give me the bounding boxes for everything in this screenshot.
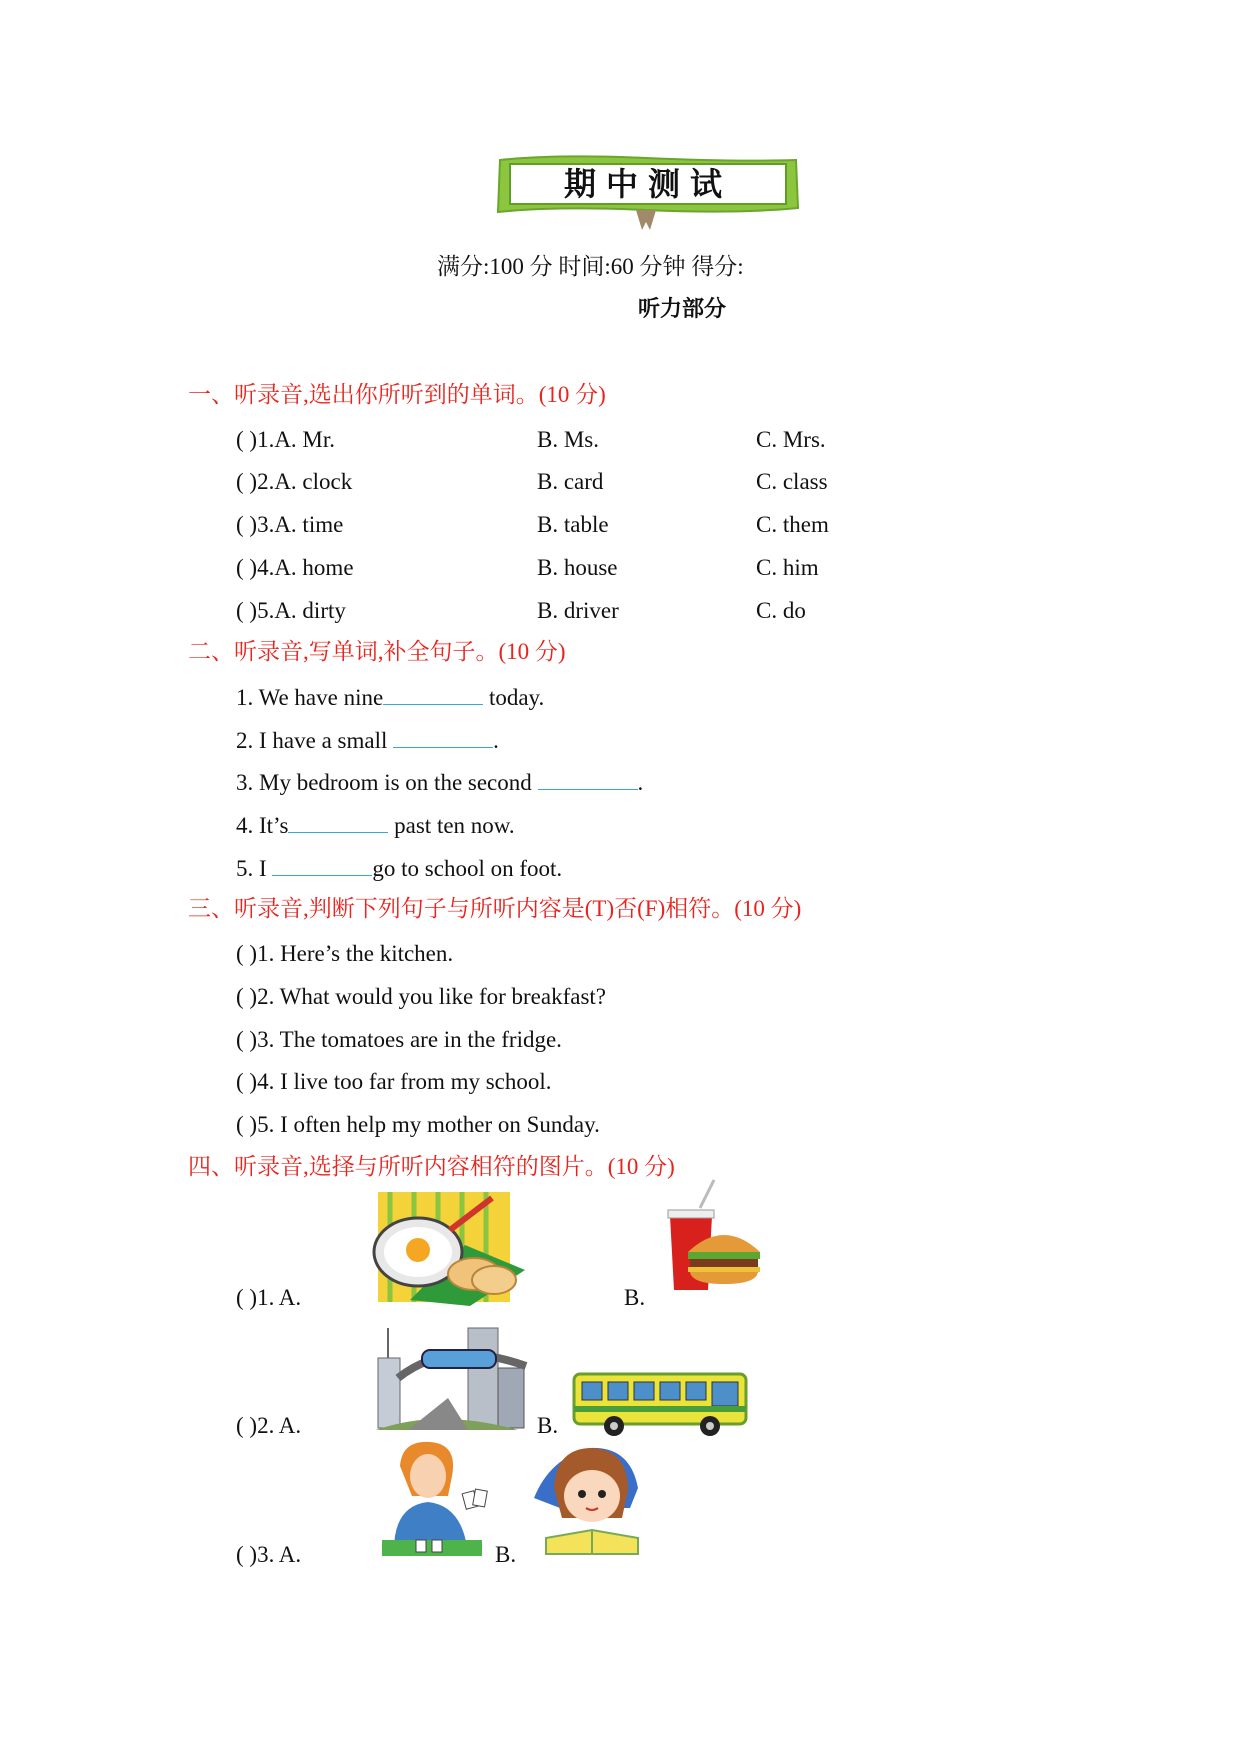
part1-q4-b: B. house — [537, 555, 618, 580]
part1-q5-c: C. do — [756, 598, 806, 623]
answer-blank[interactable] — [393, 725, 493, 748]
part2-q5-post: go to school on foot. — [372, 856, 563, 881]
part1-q1-b: B. Ms. — [537, 427, 599, 452]
part1-q3-b: B. table — [537, 512, 609, 537]
part1-q2: ( )2.A. clock — [236, 469, 353, 494]
girl-reading-picture[interactable] — [530, 1438, 648, 1558]
part3-q4: ( )4. I live too far from my school. — [236, 1069, 552, 1094]
part2-q1 — [236, 682, 544, 713]
part2-q1-pre: 1. We have nine — [236, 685, 384, 710]
part1-q1-c: C. Mrs. — [756, 427, 826, 452]
fried-egg-breakfast-picture[interactable] — [370, 1190, 528, 1308]
part4-q3-b: B. — [495, 1542, 517, 1567]
part1-q3: ( )3.A. time — [236, 512, 344, 537]
woman-playing-cards-picture[interactable] — [372, 1436, 490, 1558]
part3-q3: ( )3. The tomatoes are in the fridge. — [236, 1027, 562, 1052]
part2-q1-post: today. — [483, 685, 545, 710]
part4-q2-b: B. — [537, 1413, 559, 1438]
part4-q1: ( )1. A. — [236, 1285, 302, 1310]
part1-q2-b: B. card — [537, 469, 604, 494]
part4-q3: ( )3. A. — [236, 1542, 302, 1567]
part1-q5: ( )5.A. dirty — [236, 598, 346, 623]
part1-q1: ( )1.A. Mr. — [236, 427, 336, 452]
city-monorail-picture[interactable] — [368, 1318, 528, 1436]
part2-heading: 二、听录音,写单词,补全句子。(10 分) — [188, 639, 566, 664]
part2-q4-pre: 4. It’s — [236, 813, 289, 838]
part2-q5-pre: 5. I — [236, 856, 273, 881]
part1-heading: 一、听录音,选出你所听到的单词。(10 分) — [188, 382, 606, 407]
part1-q4-c: C. him — [756, 555, 819, 580]
part1-q4: ( )4.A. home — [236, 555, 354, 580]
part2-q3-post: . — [637, 770, 644, 795]
part3-q5: ( )5. I often help my mother on Sunday. — [236, 1112, 600, 1137]
part2-q3-pre: 3. My bedroom is on the second — [236, 770, 538, 795]
part1-q2-c: C. class — [756, 469, 828, 494]
part3-heading: 三、听录音,判断下列句子与所听内容是(T)否(F)相符。(10 分) — [188, 896, 802, 921]
part1-q5-b: B. driver — [537, 598, 619, 623]
part2-q5 — [236, 853, 562, 884]
answer-blank[interactable] — [383, 682, 483, 705]
section-heading: 听力部分 — [638, 297, 727, 322]
hamburger-drink-picture[interactable] — [662, 1178, 766, 1298]
part2-q2 — [236, 725, 499, 756]
part2-q3 — [236, 767, 643, 798]
exam-meta: 满分:100 分 时间:60 分钟 得分: — [437, 254, 744, 279]
part4-q1-b: B. — [624, 1285, 646, 1310]
part2-q4 — [236, 810, 515, 841]
part2-q2-pre: 2. I have a small — [236, 728, 394, 753]
part3-q2: ( )2. What would you like for breakfast? — [236, 984, 607, 1009]
part1-q3-c: C. them — [756, 512, 829, 537]
answer-blank[interactable] — [288, 810, 388, 833]
part4-heading: 四、听录音,选择与所听内容相符的图片。(10 分) — [188, 1154, 675, 1179]
part4-q2: ( )2. A. — [236, 1413, 302, 1438]
title-banner — [496, 152, 800, 214]
page-title: 期中测试 — [563, 165, 732, 203]
answer-blank[interactable] — [538, 767, 638, 790]
part2-q4-post: past ten now. — [388, 813, 515, 838]
school-bus-picture[interactable] — [570, 1370, 752, 1438]
part3-q1: ( )1. Here’s the kitchen. — [236, 941, 454, 966]
answer-blank[interactable] — [272, 853, 372, 876]
part2-q2-post: . — [493, 728, 499, 753]
